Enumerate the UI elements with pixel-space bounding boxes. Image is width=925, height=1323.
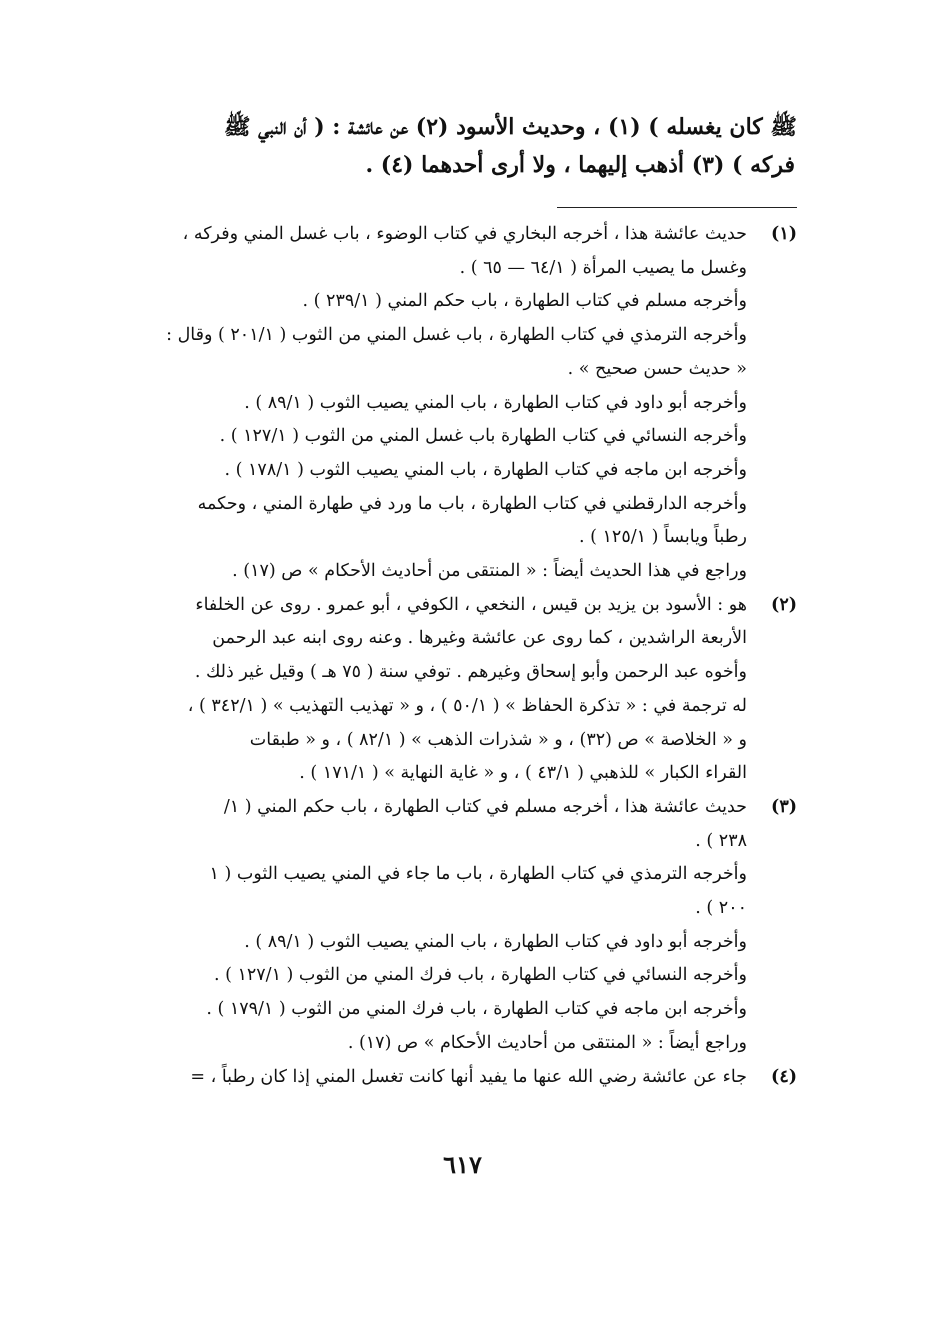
- footnote-number: (١): [771, 224, 797, 244]
- footnote-line: و « الخلاصة » ص (٣٢) ، و « شذرات الذهب » ( ٨٢/١ ) ، و « طبقات: [249, 729, 747, 750]
- main-text-line: ﷺ كان يغسله ) (١) ، وحديث الأسود (٢) عن عائشة : ( أن النبي ﷺ: [223, 114, 797, 140]
- main-text: [117, 108, 797, 184]
- footnote-line: وأخرجه النسائي في كتاب الطهارة باب غسل المني من الثوب ( ١٢٧/١ ) .: [219, 426, 747, 447]
- footnote-line: ٢٣٨ ) .: [695, 830, 747, 851]
- footnote: [157, 791, 797, 1061]
- footnote-line: جاء عن عائشة رضي الله عنها ما يفيد أنها كانت تغسل المني إذا كان رطباً ، =: [190, 1066, 747, 1087]
- footnote-line: « حديث حسن صحيح » .: [567, 358, 747, 379]
- footnote-line: الأربعة الراشدين ، كما روى عن عائشة وغيرها . وعنه روى ابنه عبد الرحمن: [212, 628, 747, 649]
- footnote-line: وراجع أيضاً : « المنتقى من أحاديث الأحكام » ص (١٧) .: [347, 1032, 747, 1053]
- footnote-line: وأخرجه ابن ماجه في كتاب الطهارة ، باب المني يصيب الثوب ( ١٧٨/١ ) .: [224, 459, 747, 480]
- footnote-number: (٣): [771, 796, 797, 817]
- main-text-line: فركه ) (٣) أذهب إليهما ، ولا أرى أحدهما (٤) .: [365, 152, 795, 178]
- footnote: [157, 589, 797, 791]
- footnote-line: وأخرجه أبو داود في كتاب الطهارة ، باب المني يصيب الثوب ( ٨٩/١ ) .: [244, 931, 747, 952]
- footnote-separator: [557, 207, 797, 208]
- footnote-line: وغسل ما يصيب المرأة ( ٦٤/١ — ٦٥ ) .: [459, 257, 747, 278]
- footnote-line: ٢٠٠ ) .: [695, 898, 747, 919]
- footnote: [157, 1061, 797, 1095]
- footnote-line: حديث عائشة هذا ، أخرجه البخاري في كتاب الوضوء ، باب غسل المني وفركه ،: [182, 224, 747, 244]
- footnote-body: [157, 589, 747, 791]
- footnote-body: [157, 791, 747, 1061]
- footnote-number: (٢): [771, 594, 797, 615]
- footnote-line: حديث عائشة هذا ، أخرجه مسلم في كتاب الطهارة ، باب حكم المني ( ١/: [223, 796, 747, 817]
- footnote-line: له ترجمة في : « تذكرة الحفاظ » ( ٥٠/١ ) ، و « تهذيب التهذيب » ( ٣٤٢/١ ) ،: [187, 695, 747, 716]
- footnote-number: (٤): [771, 1066, 797, 1087]
- footnote-line: وأخرجه الترمذي في كتاب الطهارة ، باب غسل المني من الثوب ( ٢٠١/١ ) وقال :: [166, 325, 747, 346]
- footnote-line: وراجع في هذا الحديث أيضاً : « المنتقى من أحاديث الأحكام » ص (١٧) .: [232, 561, 747, 582]
- footnote: [157, 218, 797, 589]
- footnotes: [157, 218, 797, 1094]
- footnote-line: وأخرجه مسلم في كتاب الطهارة ، باب حكم المني ( ٢٣٩/١ ) .: [302, 291, 747, 312]
- footnote-body: [157, 1061, 747, 1095]
- footnote-line: القراء الكبار » للذهبي ( ٤٣/١ ) ، و « غاية النهاية » ( ١٧١/١ ) .: [299, 763, 747, 784]
- footnote-line: وأخرجه ابن ماجه في كتاب الطهارة ، باب فرك المني من الثوب ( ١٧٩/١ ) .: [206, 999, 747, 1020]
- footnote-body: [157, 218, 747, 589]
- footnote-line: وأخرجه أبو داود في كتاب الطهارة ، باب المني يصيب الثوب ( ٨٩/١ ) .: [244, 392, 747, 413]
- footnote-line: وأخرجه النسائي في كتاب الطهارة ، باب فرك المني من الثوب ( ١٢٧/١ ) .: [213, 965, 747, 986]
- page-number: ٦١٧: [443, 1150, 482, 1179]
- footnote-line: وأخرجه الترمذي في كتاب الطهارة ، باب ما جاء في المني يصيب الثوب ( ١: [209, 864, 747, 885]
- footnote-line: وأخوه عبد الرحمن وأبو إسحاق وغيرهم . توفي سنة ( ٧٥ هـ ) وقيل غير ذلك .: [194, 662, 747, 683]
- footnote-line: رطباً ويابساً ( ١٢٥/١ ) .: [579, 527, 747, 548]
- footnote-line: وأخرجه الدارقطني في كتاب الطهارة ، باب ما ورد في طهارة المني ، وحكمه: [197, 493, 747, 514]
- footnote-line: هو : الأسود بن يزيد بن قيس ، النخعي ، الكوفي ، أبو عمرو . روى عن الخلفاء: [195, 594, 747, 615]
